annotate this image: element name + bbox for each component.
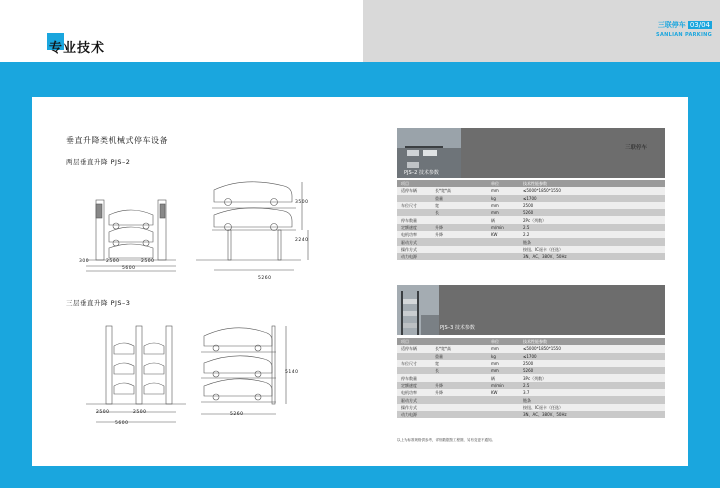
pjs2-subtitle: 两层垂直升降 PJS–2 [66, 158, 131, 166]
spec-cell: 定额速度 [397, 382, 431, 389]
spec-cell: 链条 [519, 396, 665, 403]
spec-cell: 停车数量 [397, 374, 431, 381]
spec-cell: 重量 [431, 195, 487, 202]
pjs3-photo [397, 285, 439, 335]
spec-cell: 宽 [431, 202, 487, 209]
spec-row [397, 396, 665, 403]
spec-cell: 技术性能参数 [519, 180, 665, 187]
spec-cell: 升降 [431, 224, 487, 231]
spec-row [397, 187, 665, 194]
pjs2-dim-2240: 2240 [295, 238, 309, 243]
spec-cell: 2Pc（列数） [519, 216, 665, 223]
spec-cell: kg [487, 195, 519, 202]
pjs2-spec-label: PJS–2 技术参数 [404, 170, 439, 176]
spec-cell: 单位 [487, 338, 519, 345]
spec-cell: kg [487, 353, 519, 360]
pjs3-dim-2500b: 2500 [133, 410, 147, 415]
section-title: 垂直升降类机械式停车设备 [66, 136, 168, 145]
spec-cell: 2.2 [519, 231, 665, 238]
brand-block [656, 12, 712, 38]
spec-cell: 升降 [431, 231, 487, 238]
spec-cell: 宽 [431, 360, 487, 367]
spec-cell [397, 195, 431, 202]
spec-cell: 动力电源 [397, 411, 431, 418]
spec-row [397, 238, 665, 245]
pjs3-drawing [76, 318, 311, 428]
spec-row [397, 253, 665, 260]
spec-cell: 3.7 [519, 389, 665, 396]
spec-cell: 按钮、IC遥卡（任选） [519, 246, 665, 253]
spec-cell: 驱动方式 [397, 238, 431, 245]
pjs3-spec-label: PJS–3 技术参数 [440, 325, 475, 331]
spec-cell [487, 411, 519, 418]
spec-cell: mm [487, 345, 519, 352]
spec-cell: 长*宽*高 [431, 187, 487, 194]
spec-cell: 长 [431, 209, 487, 216]
spec-footnote: 以上为标准规格供参考，详细数据按工程图，另有变更不通知。 [397, 438, 495, 442]
pjs3-dim-5140: 5140 [285, 370, 299, 375]
spec-cell [431, 246, 487, 253]
spec-row [397, 180, 665, 187]
pjs3-subtitle: 三层垂直升降 PJS–3 [66, 299, 131, 307]
spec-row [397, 224, 665, 231]
spec-cell [397, 353, 431, 360]
brand-name: 三联停车 [657, 21, 686, 29]
spec-cell: ≤1700 [519, 353, 665, 360]
spec-cell: 动力电源 [397, 253, 431, 260]
spec-cell: 5260 [519, 367, 665, 374]
spec-row [397, 216, 665, 223]
spec-cell: 升降 [431, 382, 487, 389]
pjs3-spec-table [397, 338, 665, 418]
spec-cell [487, 246, 519, 253]
spec-cell: 操作方式 [397, 404, 431, 411]
spec-row [397, 353, 665, 360]
spec-cell [431, 253, 487, 260]
spec-cell: 2500 [519, 360, 665, 367]
spec-cell: ≤1700 [519, 195, 665, 202]
spec-cell [431, 396, 487, 403]
spec-cell: mm [487, 367, 519, 374]
spec-row [397, 202, 665, 209]
spec-cell: 辆 [487, 374, 519, 381]
pjs2-dim-5260: 5260 [258, 276, 272, 281]
spec-row [397, 382, 665, 389]
spec-row [397, 374, 665, 381]
pjs2-dim-2500a: 2500 [106, 259, 120, 264]
spec-cell [397, 209, 431, 216]
spec-cell: 2.5 [519, 382, 665, 389]
spec-cell: 辆 [487, 216, 519, 223]
spec-cell: 定额速度 [397, 224, 431, 231]
page-title: 专业技术 [49, 41, 106, 56]
pjs3-dim-5260: 5260 [230, 412, 244, 417]
spec-cell: 技术性能参数 [519, 338, 665, 345]
spec-row [397, 209, 665, 216]
spec-cell: 长 [431, 367, 487, 374]
spec-cell [431, 180, 487, 187]
spec-cell: 2500 [519, 202, 665, 209]
spec-cell: 按钮、IC遥卡（任选） [519, 404, 665, 411]
spec-row [397, 411, 665, 418]
spec-cell: KW [487, 231, 519, 238]
spec-cell: m/min [487, 224, 519, 231]
spec-cell: 3N、AC、380V、50Hz [519, 253, 665, 260]
spec-row [397, 360, 665, 367]
spec-cell [397, 367, 431, 374]
spec-cell: 车位尺寸 [397, 360, 431, 367]
pjs2-header-dark [461, 128, 665, 178]
pjs2-dim-300: 300 [79, 259, 90, 264]
spec-cell: mm [487, 360, 519, 367]
spec-cell: 长*宽*高 [431, 345, 487, 352]
spec-cell: 电机功率 [397, 389, 431, 396]
pjs2-dim-3500: 3500 [295, 200, 309, 205]
spec-cell: ≤5000*1850*1550 [519, 187, 665, 194]
spec-cell: 车位尺寸 [397, 202, 431, 209]
spec-cell [431, 411, 487, 418]
spec-cell: 适停车辆 [397, 187, 431, 194]
spec-cell: 3Pc（列数） [519, 374, 665, 381]
spec-row [397, 231, 665, 238]
spec-cell: KW [487, 389, 519, 396]
spec-cell: 操作方式 [397, 246, 431, 253]
spec-cell: 重量 [431, 353, 487, 360]
spec-cell: 停车数量 [397, 216, 431, 223]
spec-cell: 项目 [397, 180, 431, 187]
spec-cell: ≤5000*1850*1550 [519, 345, 665, 352]
spec-cell: 2.5 [519, 224, 665, 231]
spec-cell [487, 396, 519, 403]
spec-row [397, 246, 665, 253]
spec-row [397, 195, 665, 202]
spec-cell [431, 238, 487, 245]
spec-cell: 电机功率 [397, 231, 431, 238]
spec-cell: 链条 [519, 238, 665, 245]
pjs2-spec-table [397, 180, 665, 260]
spec-cell: mm [487, 187, 519, 194]
spec-cell [431, 216, 487, 223]
spec-cell [431, 404, 487, 411]
pjs2-dim-2500b: 2500 [141, 259, 155, 264]
spec-cell [487, 238, 519, 245]
spec-cell: 项目 [397, 338, 431, 345]
spec-brand: 三联停车 [625, 145, 648, 151]
spec-cell: 适停车辆 [397, 345, 431, 352]
spec-cell: 5260 [519, 209, 665, 216]
spec-cell: 驱动方式 [397, 396, 431, 403]
spec-row [397, 345, 665, 352]
spec-row [397, 338, 665, 345]
spec-row [397, 367, 665, 374]
pjs3-dim-2500a: 2500 [96, 410, 110, 415]
spec-row [397, 389, 665, 396]
spec-row [397, 404, 665, 411]
spec-cell: mm [487, 209, 519, 216]
spec-cell: m/min [487, 382, 519, 389]
spec-cell: mm [487, 202, 519, 209]
brand-english: SANLIAN PARKING [656, 32, 712, 38]
spec-cell: 单位 [487, 180, 519, 187]
spec-cell: 3N、AC、380V、50Hz [519, 411, 665, 418]
page-number: 03/04 [689, 21, 710, 29]
spec-cell [431, 374, 487, 381]
pjs2-dim-5600: 5600 [122, 266, 136, 271]
spec-cell [487, 253, 519, 260]
pjs3-dim-5600: 5600 [115, 421, 129, 426]
spec-cell: 升降 [431, 389, 487, 396]
spec-cell [431, 338, 487, 345]
spec-cell [487, 404, 519, 411]
